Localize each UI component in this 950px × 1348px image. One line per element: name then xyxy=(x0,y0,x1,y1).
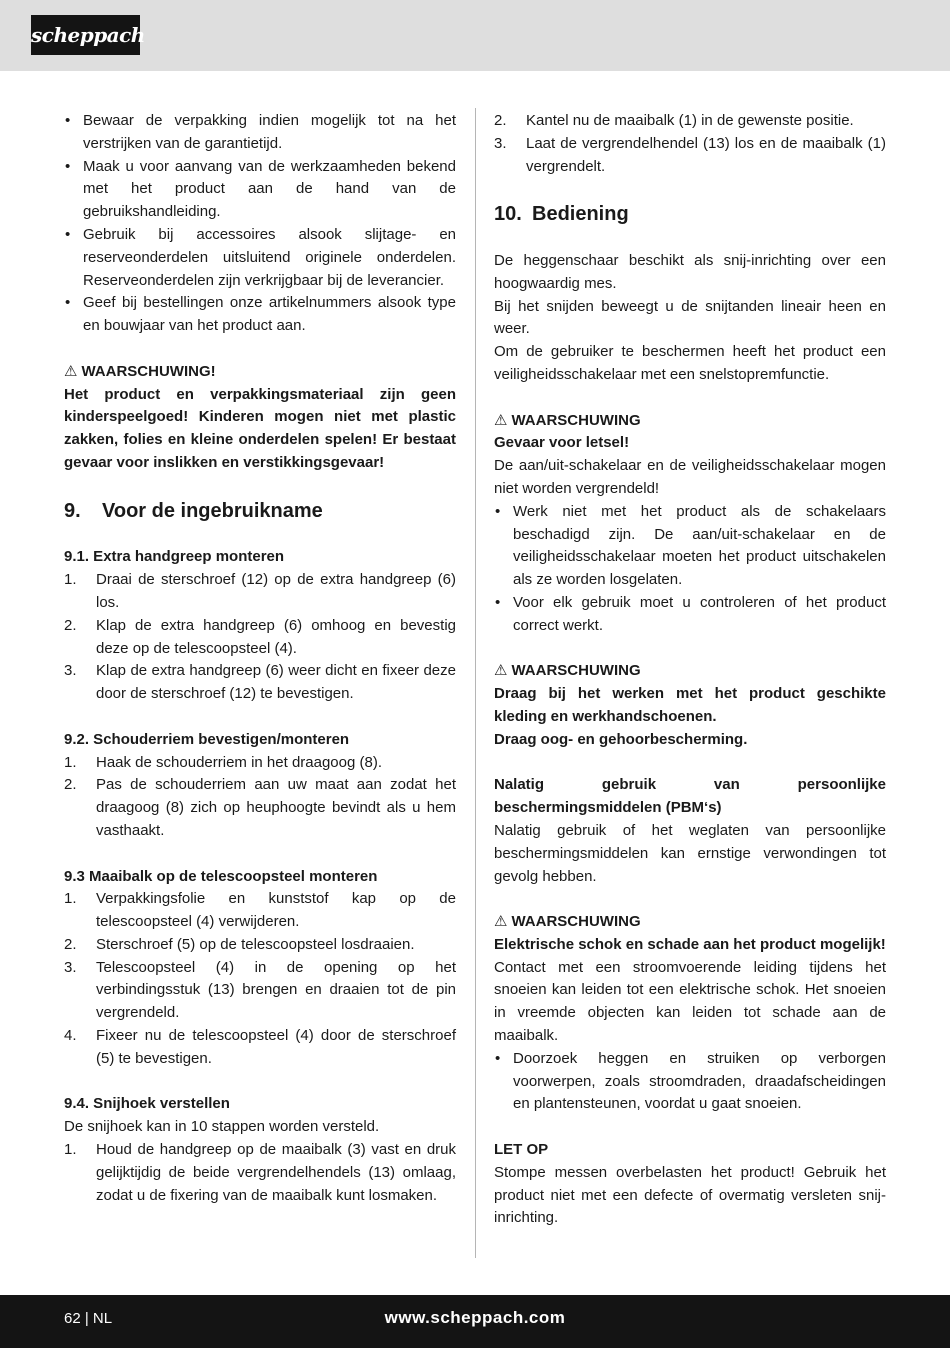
warning-heading xyxy=(494,660,886,683)
language-code: NL xyxy=(92,1310,113,1327)
column-divider xyxy=(475,108,476,1258)
warning-text: Draag oog- en gehoorbescherming. xyxy=(494,730,748,748)
paragraph: Contact met een stroomvoerende leiding tijdens het snoeien kan leiden tot een elektrische schok. Het snoeien in vreemde objecten kan leiden tot schade aan de maaibalk. xyxy=(494,958,886,1045)
intro-bullet-list xyxy=(64,110,456,338)
list-item: • Werk niet met het product als de schakelaars beschadigd zijn. De aan/uit-schakelaar en de veiligheidsschakelaar moeten het product uitschakelen als ze worden losgelaten. xyxy=(494,501,886,592)
header-bar xyxy=(0,0,950,71)
steps-list xyxy=(64,752,456,843)
list-item: • Geef bij bestellingen onze artikelnummers alsook type en bouwjaar van het product aan. xyxy=(64,292,456,338)
section-heading xyxy=(64,498,456,524)
warning-icon: ⚠ xyxy=(64,362,78,380)
list-item: 2. Pas de schouderriem aan uw maat aan zodat het draagoog (8) zich op heuphoogte bevindt als u hem vasthaakt. xyxy=(64,776,456,839)
page-number: 62 | NL xyxy=(64,1310,113,1327)
warning-icon: ⚠ xyxy=(494,662,508,680)
warning-heading xyxy=(494,410,886,433)
list-item: 2. Kantel nu de maaibalk (1) in de gewenste positie. xyxy=(494,112,854,129)
list-item: 1. Houd de handgreep op de maaibalk (3) vast en druk gelijktijdig de beide vergrendelhendels (13) omlaag, zodat u de fixering van de maaibalk kunt losmaken. xyxy=(64,1141,456,1204)
section-title: Bediening xyxy=(532,203,629,226)
left-column xyxy=(64,110,456,1207)
list-item: • Gebruik bij accessoires alsook slijtage- en reserveonderdelen uitsluitend originele onderdelen. Reserveonderdelen zijn verkrijgbaar bij de leverancier. xyxy=(64,224,456,292)
bullet-list xyxy=(494,1048,886,1116)
list-item: 1. Draai de sterschroef (12) op de extra handgreep (6) los. xyxy=(64,571,456,611)
steps-list xyxy=(64,888,456,1070)
list-item: • Doorzoek heggen en struiken op verborgen voorwerpen, zoals stroomdraden, draadafscheidingen en plantensteunen, voordat u gaat snoeien. xyxy=(494,1048,886,1116)
list-item: 3. Telescoopsteel (4) in de opening op het verbindingsstuk (13) brengen en draaien tot de pin vergrendeld. xyxy=(64,958,456,1022)
list-item: 1. Haak de schouderriem in het draagoog (8). xyxy=(64,753,382,771)
paragraph: Nalatig gebruik of het weglaten van persoonlijke beschermingsmiddelen kan ernstige verwondingen tot gevolg hebben. xyxy=(494,821,886,885)
warning-text: Het product en verpakkingsmateriaal zijn geen kinderspeelgoed! Kinderen mogen niet met plastic zakken, folies en kleine onderdelen spelen! Er bestaat gevaar voor inslikken en verstikkingsgevaar! xyxy=(64,385,456,471)
warning-subtitle: Elektrische schok en schade aan het product mogelijk! xyxy=(494,935,886,953)
warning-title: WAARSCHUWING! xyxy=(81,362,216,380)
website-url: www.scheppach.com xyxy=(384,1308,566,1327)
bullet-list xyxy=(494,501,886,638)
list-item: 2. Klap de extra handgreep (6) omhoog en bevestig deze op de telescoopsteel (4). xyxy=(64,616,456,657)
list-item: 3. Klap de extra handgreep (6) weer dicht en fixeer deze door de sterschroef (12) te bevestigen. xyxy=(64,662,456,703)
paragraph: De aan/uit-schakelaar en de veiligheidsschakelaar mogen niet worden vergrendeld! xyxy=(494,457,886,497)
list-item: • Maak u voor aanvang van de werkzaamheden bekend met het product aan de hand van de gebruikshandleiding. xyxy=(64,156,456,224)
warning-text: Draag bij het werken met het product geschikte kleding en werkhandschoenen. xyxy=(494,685,886,725)
right-column xyxy=(494,110,886,1230)
paragraph: Bij het snijden beweegt u de snijtanden lineair heen en weer. xyxy=(494,297,886,338)
paragraph: Om de gebruiker te beschermen heeft het product een veiligheidsschakelaar met een snelstopremfunctie. xyxy=(494,343,886,383)
paragraph: Stompe messen overbelasten het product! Gebruik het product niet met een defecte of overmatig versleten snij-inrichting. xyxy=(494,1163,886,1227)
warning-icon: ⚠ xyxy=(494,411,508,429)
warning-title: WAARSCHUWING xyxy=(511,411,641,429)
footer-bar xyxy=(0,1295,950,1348)
subsection-title: Nalatig gebruik van persoonlijke beschermingsmiddelen (PBM‘s) xyxy=(494,776,886,817)
list-item: 2. Sterschroef (5) op de telescoopsteel losdraaien. xyxy=(64,935,415,953)
steps-list xyxy=(64,1139,456,1207)
warning-title: WAARSCHUWING xyxy=(511,913,641,931)
list-item: 1. Verpakkingsfolie en kunststof kap op de telescoopsteel (4) verwijderen. xyxy=(64,890,456,931)
section-title: Voor de ingebruikname xyxy=(102,499,323,522)
list-item: • Voor elk gebruik moet u controleren of het product correct werkt. xyxy=(494,592,886,638)
list-item: 3. Laat de vergrendelhendel (13) los en de maaibalk (1) vergrendelt. xyxy=(494,134,886,175)
warning-heading xyxy=(494,911,886,934)
subsection-title: 9.1. Extra handgreep monteren xyxy=(64,548,285,566)
paragraph: De heggenschaar beschikt als snij-inrichting over een hoogwaardig mes. xyxy=(494,251,886,292)
list-item: • Bewaar de verpakking indien mogelijk tot na het verstrijken van de garantietijd. xyxy=(64,110,456,156)
warning-heading xyxy=(64,361,456,384)
section-number: 10. xyxy=(494,203,522,226)
subsection-title: 9.3 Maaibalk op de telescoopsteel monteren xyxy=(64,867,378,885)
page-number-value: 62 xyxy=(64,1310,81,1327)
brand-logo: scheppach xyxy=(31,15,140,55)
warning-subtitle: Gevaar voor letsel! xyxy=(494,434,630,452)
section-heading xyxy=(494,201,886,227)
list-item: 4. Fixeer nu de telescoopsteel (4) door de sterschroef (5) te bevestigen. xyxy=(64,1027,456,1067)
paragraph: De snijhoek kan in 10 stappen worden versteld. xyxy=(64,1118,380,1136)
warning-title: WAARSCHUWING xyxy=(511,662,641,680)
subsection-title: 9.4. Snijhoek verstellen xyxy=(64,1095,230,1113)
section-number: 9. xyxy=(64,499,81,522)
subsection-title: 9.2. Schouderriem bevestigen/monteren xyxy=(64,730,350,748)
warning-icon: ⚠ xyxy=(494,913,508,931)
steps-list xyxy=(64,569,456,706)
steps-list xyxy=(494,110,886,178)
notice-title: LET OP xyxy=(494,1141,549,1159)
